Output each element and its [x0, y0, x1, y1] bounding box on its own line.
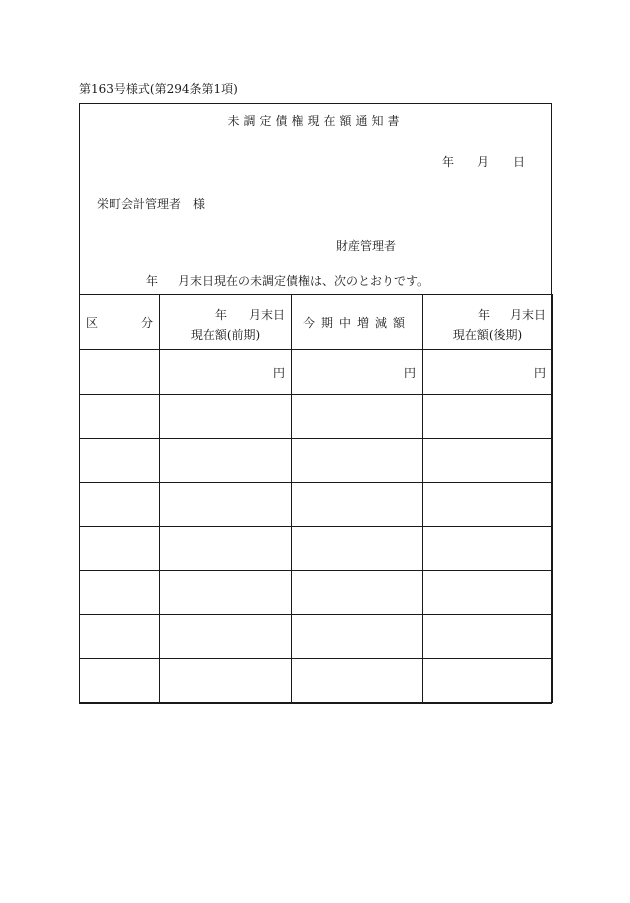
sender-title: 財産管理者	[336, 239, 397, 253]
header-category-right: 分	[140, 315, 153, 330]
header-prev-period	[160, 295, 292, 350]
table-cell	[423, 571, 553, 615]
table-header-row	[80, 295, 553, 350]
table-row	[80, 527, 553, 571]
table-cell	[160, 659, 292, 703]
header-category	[80, 295, 160, 350]
table-cell	[423, 615, 553, 659]
form-title: 未調定債権現在額通知書	[227, 114, 404, 128]
table-cell	[292, 615, 423, 659]
form-number: 第163号様式(第294条第1項)	[79, 82, 238, 96]
date-day: 日	[513, 155, 526, 169]
table-cell	[80, 615, 160, 659]
table-cell	[160, 571, 292, 615]
header-next-year: 年	[478, 308, 491, 322]
table-cell	[292, 483, 423, 527]
statement-year: 年	[146, 274, 159, 288]
table-cell	[423, 527, 553, 571]
table-cell	[80, 439, 160, 483]
header-next-period	[423, 295, 553, 350]
header-prev-year: 年	[215, 308, 228, 322]
unit-cell-category	[80, 350, 160, 395]
header-change: 今期中増減額	[292, 295, 423, 350]
table-cell	[80, 395, 160, 439]
unit-cell-prev: 円	[160, 350, 292, 395]
table-cell	[292, 527, 423, 571]
table-cell	[80, 527, 160, 571]
table-row	[80, 615, 553, 659]
table-cell	[423, 483, 553, 527]
table-cell	[292, 395, 423, 439]
header-category-left: 区	[86, 315, 99, 330]
unit-row	[80, 350, 553, 395]
table-cell	[160, 439, 292, 483]
table-cell	[160, 527, 292, 571]
header-prev-month-end: 月末日	[248, 308, 285, 322]
table-cell	[160, 615, 292, 659]
statement-text: 月末日現在の未調定債権は、次のとおりです。	[178, 274, 430, 288]
table-cell	[292, 659, 423, 703]
table-cell	[80, 483, 160, 527]
header-next-label: 現在額(後期)	[452, 328, 523, 342]
header-next-month-end: 月末日	[509, 308, 546, 322]
date-year: 年	[442, 155, 455, 169]
table-row	[80, 395, 553, 439]
table-row	[80, 659, 553, 703]
date-month: 月	[477, 155, 490, 169]
amount-table	[79, 294, 553, 703]
table-cell	[423, 659, 553, 703]
table-cell	[292, 439, 423, 483]
notice-form	[79, 103, 552, 704]
table-row	[80, 439, 553, 483]
table-row	[80, 483, 553, 527]
addressee: 栄町会計管理者 様	[97, 197, 206, 211]
table-cell	[80, 571, 160, 615]
table-cell	[160, 395, 292, 439]
table-cell	[160, 483, 292, 527]
unit-cell-next: 円	[423, 350, 553, 395]
header-prev-label: 現在額(前期)	[190, 328, 261, 342]
table-cell	[423, 395, 553, 439]
table-cell	[423, 439, 553, 483]
unit-cell-change: 円	[292, 350, 423, 395]
table-row	[80, 571, 553, 615]
table-cell	[80, 659, 160, 703]
table-cell	[292, 571, 423, 615]
